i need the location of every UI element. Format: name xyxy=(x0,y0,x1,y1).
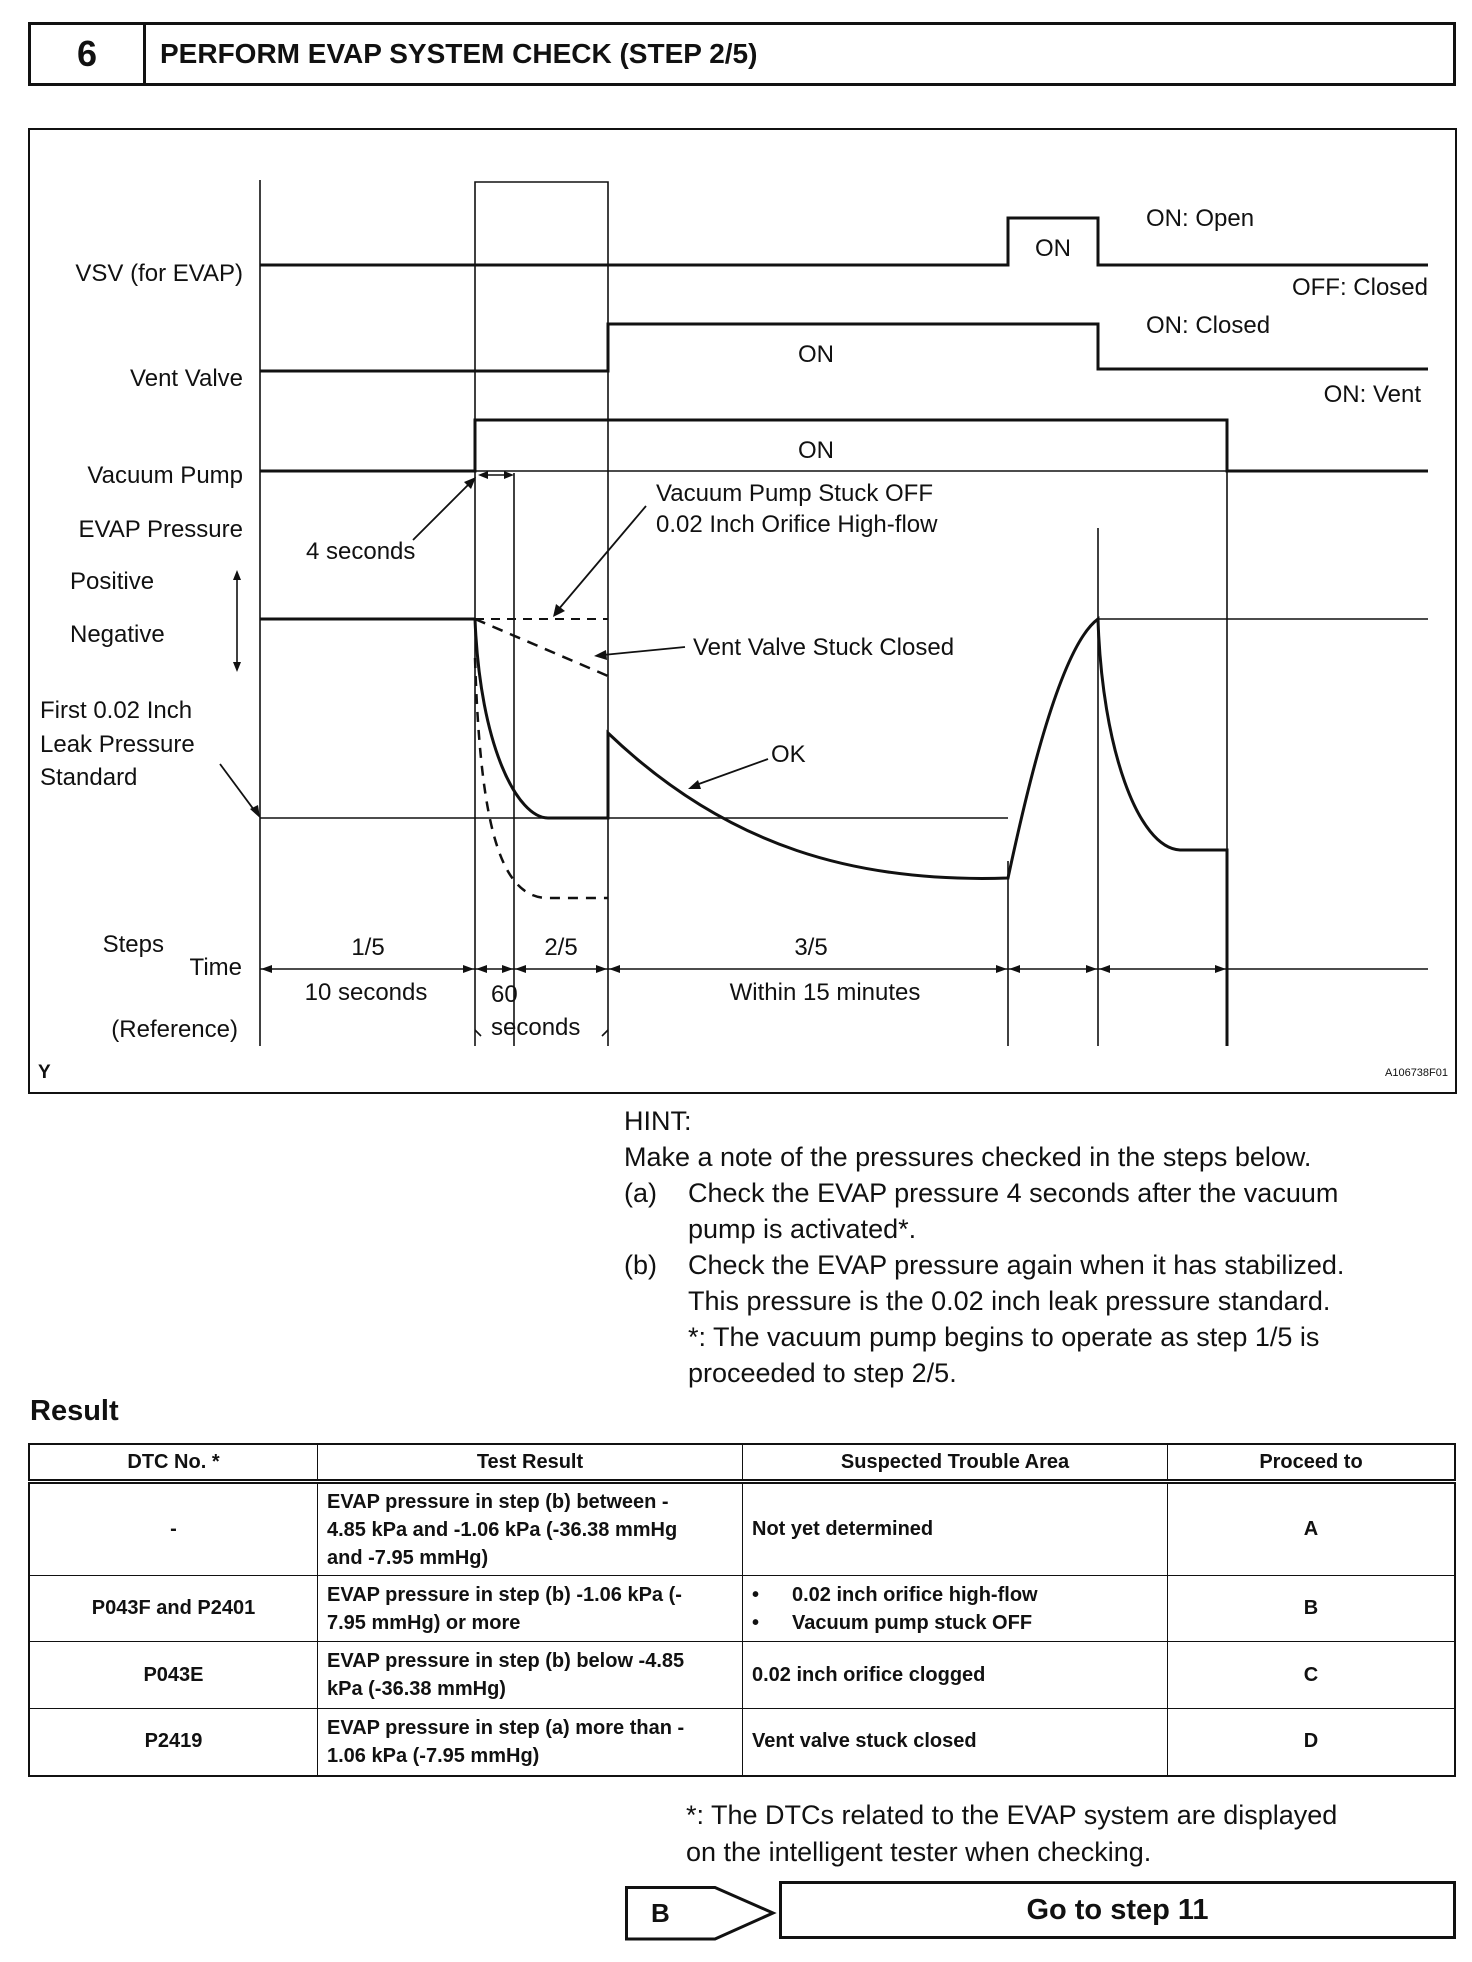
test-result-cell xyxy=(318,1709,743,1776)
state-on-vent: ON: Vent xyxy=(1323,381,1421,408)
label-leak-standard-2: Leak Pressure xyxy=(40,731,195,758)
go-to-step-11-button[interactable]: Go to step 11 xyxy=(779,1881,1456,1939)
proceed-cell: A xyxy=(1168,1482,1456,1576)
evap-timing-diagram xyxy=(28,128,1457,1094)
pump-stuck-leader xyxy=(558,506,646,610)
table-row xyxy=(29,1709,1455,1776)
arrowhead-icon xyxy=(553,604,565,617)
vent-on-label: ON xyxy=(798,341,834,368)
proceed-cell: B xyxy=(1168,1576,1456,1642)
column-header: DTC No. * xyxy=(29,1444,318,1482)
label-evap-pressure: EVAP Pressure xyxy=(78,516,243,543)
step-header xyxy=(28,22,1456,86)
test-result-line: EVAP pressure in step (b) below -4.85 xyxy=(327,1650,685,1672)
test-result-line: 4.85 kPa and -1.06 kPa (-36.38 mmHg xyxy=(327,1518,678,1541)
figure-id: A106738F01 xyxy=(1385,1067,1448,1079)
result-b-arrow-tab xyxy=(625,1886,777,1942)
test-result-line: EVAP pressure in step (b) -1.06 kPa (- xyxy=(327,1583,682,1606)
pump-on-label: ON xyxy=(798,437,834,464)
test-result-cell xyxy=(318,1482,743,1576)
leak-standard-leader xyxy=(220,764,257,814)
duration-3-label: Within 15 minutes xyxy=(729,979,921,1006)
hint-item-line: Check the EVAP pressure 4 seconds after the vacuum xyxy=(688,1178,1339,1208)
proceed-cell: D xyxy=(1168,1709,1456,1776)
trouble-area-cell xyxy=(743,1576,1168,1642)
axis-time-label: Time xyxy=(189,954,242,981)
label-vsv: VSV (for EVAP) xyxy=(75,260,243,287)
annotation-four-seconds: 4 seconds xyxy=(306,538,416,565)
arrowhead-icon xyxy=(688,780,701,789)
vsv-on-label: ON xyxy=(1035,235,1071,262)
state-on-closed: ON: Closed xyxy=(1146,312,1271,339)
result-table xyxy=(28,1443,1456,1777)
table-row xyxy=(29,1576,1455,1642)
hint-item-line: pump is activated*. xyxy=(688,1214,917,1244)
hint-item-line: proceeded to step 2/5. xyxy=(688,1358,957,1388)
hint-item-label: (a) xyxy=(624,1178,657,1208)
label-leak-standard-1: First 0.02 Inch xyxy=(40,697,193,724)
test-result-cell xyxy=(318,1642,743,1709)
table-row xyxy=(29,1482,1455,1576)
orifice-clogged-dashed-curve xyxy=(475,658,608,898)
duration-2-line2: seconds xyxy=(491,1014,581,1041)
trouble-area-cell: Not yet determined xyxy=(743,1482,1168,1576)
axis-reference-label: (Reference) xyxy=(111,1016,238,1043)
hint-item-line: *: The vacuum pump begins to operate as step 1/5 is xyxy=(688,1322,1320,1352)
vacuum-pump-signal-line xyxy=(260,420,1428,471)
footnote-line: *: The DTCs related to the EVAP system are displayed xyxy=(686,1800,1338,1830)
dtc-cell: P043E xyxy=(29,1642,318,1709)
arrowhead-down-icon xyxy=(233,662,241,672)
table-footnote xyxy=(686,1797,1446,1871)
arrowhead-icon xyxy=(594,650,607,660)
hint-title: HINT: xyxy=(624,1106,692,1136)
footnote-line: on the intelligent tester when checking. xyxy=(686,1837,1152,1867)
hint-item-a xyxy=(624,1175,1444,1247)
annotation-pump-stuck-2: 0.02 Inch Orifice High-flow xyxy=(656,511,938,538)
trouble-area-cell: Vent valve stuck closed xyxy=(743,1709,1168,1776)
dtc-cell: P2419 xyxy=(29,1709,318,1776)
axis-steps-label: Steps xyxy=(102,931,164,958)
tick-mark xyxy=(475,1030,481,1036)
step-3-label: 3/5 xyxy=(794,934,828,961)
table-row xyxy=(29,1642,1455,1709)
vent-stuck-dashed-line xyxy=(475,619,608,676)
ok-leader xyxy=(696,759,768,785)
trouble-area-item: • Vacuum pump stuck OFF xyxy=(752,1609,1158,1637)
arrowhead-left-icon xyxy=(478,471,488,479)
test-result-line: 1.06 kPa (-7.95 mmHg) xyxy=(327,1744,540,1767)
step-title: PERFORM EVAP SYSTEM CHECK (STEP 2/5) xyxy=(160,38,758,69)
table-header-row xyxy=(29,1444,1455,1482)
label-vent-valve: Vent Valve xyxy=(130,365,243,392)
corner-mark: Y xyxy=(38,1062,51,1083)
step-number: 6 xyxy=(31,25,146,83)
hint-item-b xyxy=(624,1247,1444,1391)
annotation-ok: OK xyxy=(771,741,806,768)
tick-mark xyxy=(602,1030,608,1036)
proceed-cell: C xyxy=(1168,1642,1456,1709)
hint-item-label: (b) xyxy=(624,1250,657,1280)
result-heading: Result xyxy=(30,1395,119,1427)
test-result-line: kPa (-36.38 mmHg) xyxy=(327,1678,506,1700)
test-result-line: EVAP pressure in step (b) between - xyxy=(327,1490,669,1513)
hint-item-line: This pressure is the 0.02 inch leak pressure standard. xyxy=(688,1286,1331,1316)
label-positive: Positive xyxy=(70,568,155,595)
trouble-area-item: • 0.02 inch orifice high-flow xyxy=(752,1581,1158,1609)
hint-item-line: Check the EVAP pressure again when it has stabilized. xyxy=(688,1250,1345,1280)
test-result-cell xyxy=(318,1576,743,1642)
duration-1-label: 10 seconds xyxy=(304,979,428,1006)
hint-intro: Make a note of the pressures checked in the steps below. xyxy=(624,1142,1312,1172)
column-header: Proceed to xyxy=(1168,1444,1456,1482)
duration-2-line1: 60 xyxy=(491,981,518,1008)
dtc-cell: - xyxy=(29,1482,318,1576)
test-result-line: 7.95 mmHg) or more xyxy=(327,1611,521,1634)
dtc-cell: P043F and P2401 xyxy=(29,1576,318,1642)
column-header: Suspected Trouble Area xyxy=(743,1444,1168,1482)
trouble-area-cell: 0.02 inch orifice clogged xyxy=(743,1642,1168,1709)
arrowhead-right-icon xyxy=(504,471,514,479)
result-b-letter: B xyxy=(651,1897,670,1928)
label-leak-standard-3: Standard xyxy=(40,764,138,791)
state-on-open: ON: Open xyxy=(1146,205,1255,232)
vent-stuck-leader xyxy=(603,647,685,655)
step-1-label: 1/5 xyxy=(351,934,385,961)
arrowhead-up-icon xyxy=(233,570,241,580)
state-off-closed: OFF: Closed xyxy=(1291,274,1428,301)
hint-block xyxy=(624,1103,1444,1391)
label-negative: Negative xyxy=(70,621,165,648)
step2-window-box xyxy=(475,182,608,950)
test-result-line: and -7.95 mmHg) xyxy=(327,1546,489,1569)
annotation-pump-stuck-1: Vacuum Pump Stuck OFF xyxy=(656,480,933,507)
test-result-line: EVAP pressure in step (a) more than - xyxy=(327,1716,685,1739)
annotation-vent-stuck: Vent Valve Stuck Closed xyxy=(693,634,955,661)
four-seconds-leader xyxy=(413,483,470,540)
label-vacuum-pump: Vacuum Pump xyxy=(87,462,243,489)
step-2-label: 2/5 xyxy=(544,934,578,961)
column-header: Test Result xyxy=(318,1444,743,1482)
